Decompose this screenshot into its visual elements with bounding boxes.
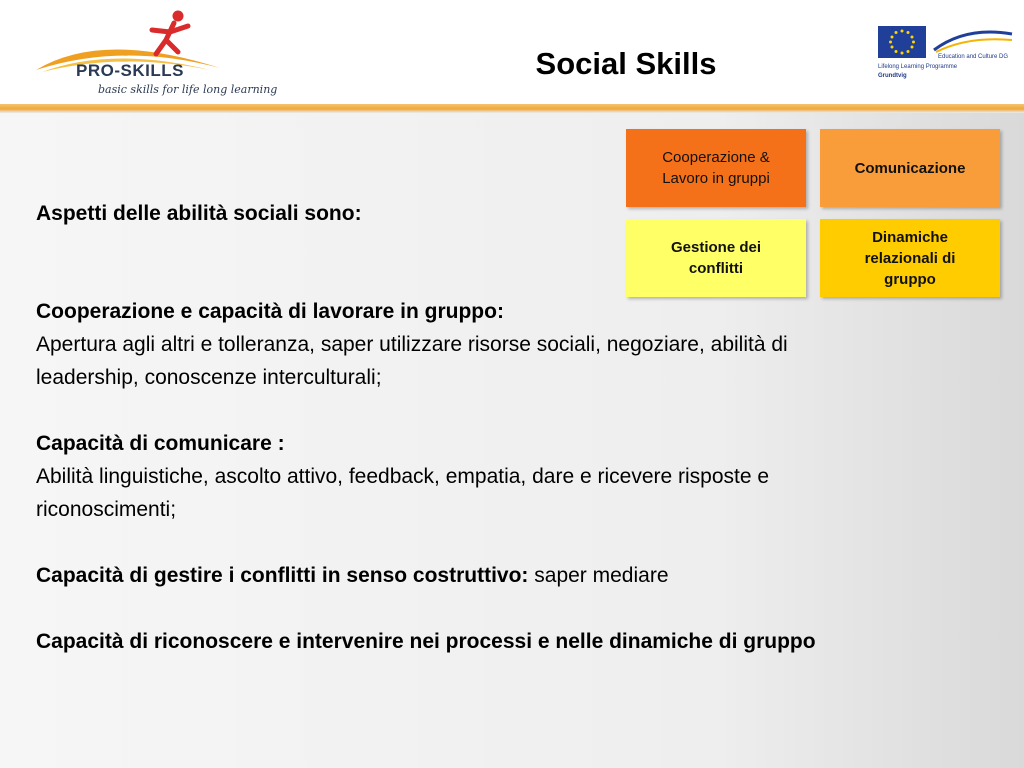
eu-grundtvig-label: Grundtvig	[878, 73, 907, 79]
box-gestione-label: Gestione dei conflitti	[670, 239, 762, 277]
box-cooperazione	[626, 129, 806, 207]
content-body	[36, 197, 816, 658]
box-cooperazione-label: Cooperazione & Lavoro in gruppi	[662, 149, 770, 187]
box-comunicazione	[820, 129, 1000, 207]
logo-tagline: basic skills for life long learning	[98, 83, 278, 96]
item-conflitti: Capacità di gestire i conflitti in senso costruttivo: saper mediare	[36, 564, 669, 587]
box-dinamiche	[820, 219, 1000, 297]
box-comunicazione-label: Comunicazione	[854, 159, 966, 177]
item-cooperazione-body: Apertura agli altri e tolleranza, saper utilizzare risorse sociali, negoziare, abilità di leadership, conoscenze interculturali;	[36, 333, 788, 389]
pro-skills-logo	[32, 8, 278, 100]
item-cooperazione-heading: Cooperazione e capacità di lavorare in gruppo:	[36, 300, 504, 323]
header	[0, 0, 1024, 104]
eu-dg-label: Education and Culture DG	[938, 54, 1009, 60]
eu-program-label: Lifelong Learning Programme	[878, 64, 958, 70]
item-comunicare-body: Abilità linguistiche, ascolto attivo, feedback, empatia, dare e ricevere risposte e riconoscimenti;	[36, 465, 770, 521]
header-rule	[0, 104, 1024, 113]
logo-name: PRO-SKILLS	[76, 61, 184, 80]
item-comunicare-heading: Capacità di comunicare :	[36, 432, 285, 455]
eu-programme-logo	[876, 22, 1016, 86]
page-title: Social Skills	[535, 46, 717, 81]
box-dinamiche-label: Dinamiche relazionali di gruppo	[864, 228, 956, 288]
item-dinamiche-heading: Capacità di riconoscere e intervenire nei processi e nelle dinamiche di gruppo	[36, 630, 816, 653]
intro-text: Aspetti delle abilità sociali sono:	[36, 202, 362, 225]
